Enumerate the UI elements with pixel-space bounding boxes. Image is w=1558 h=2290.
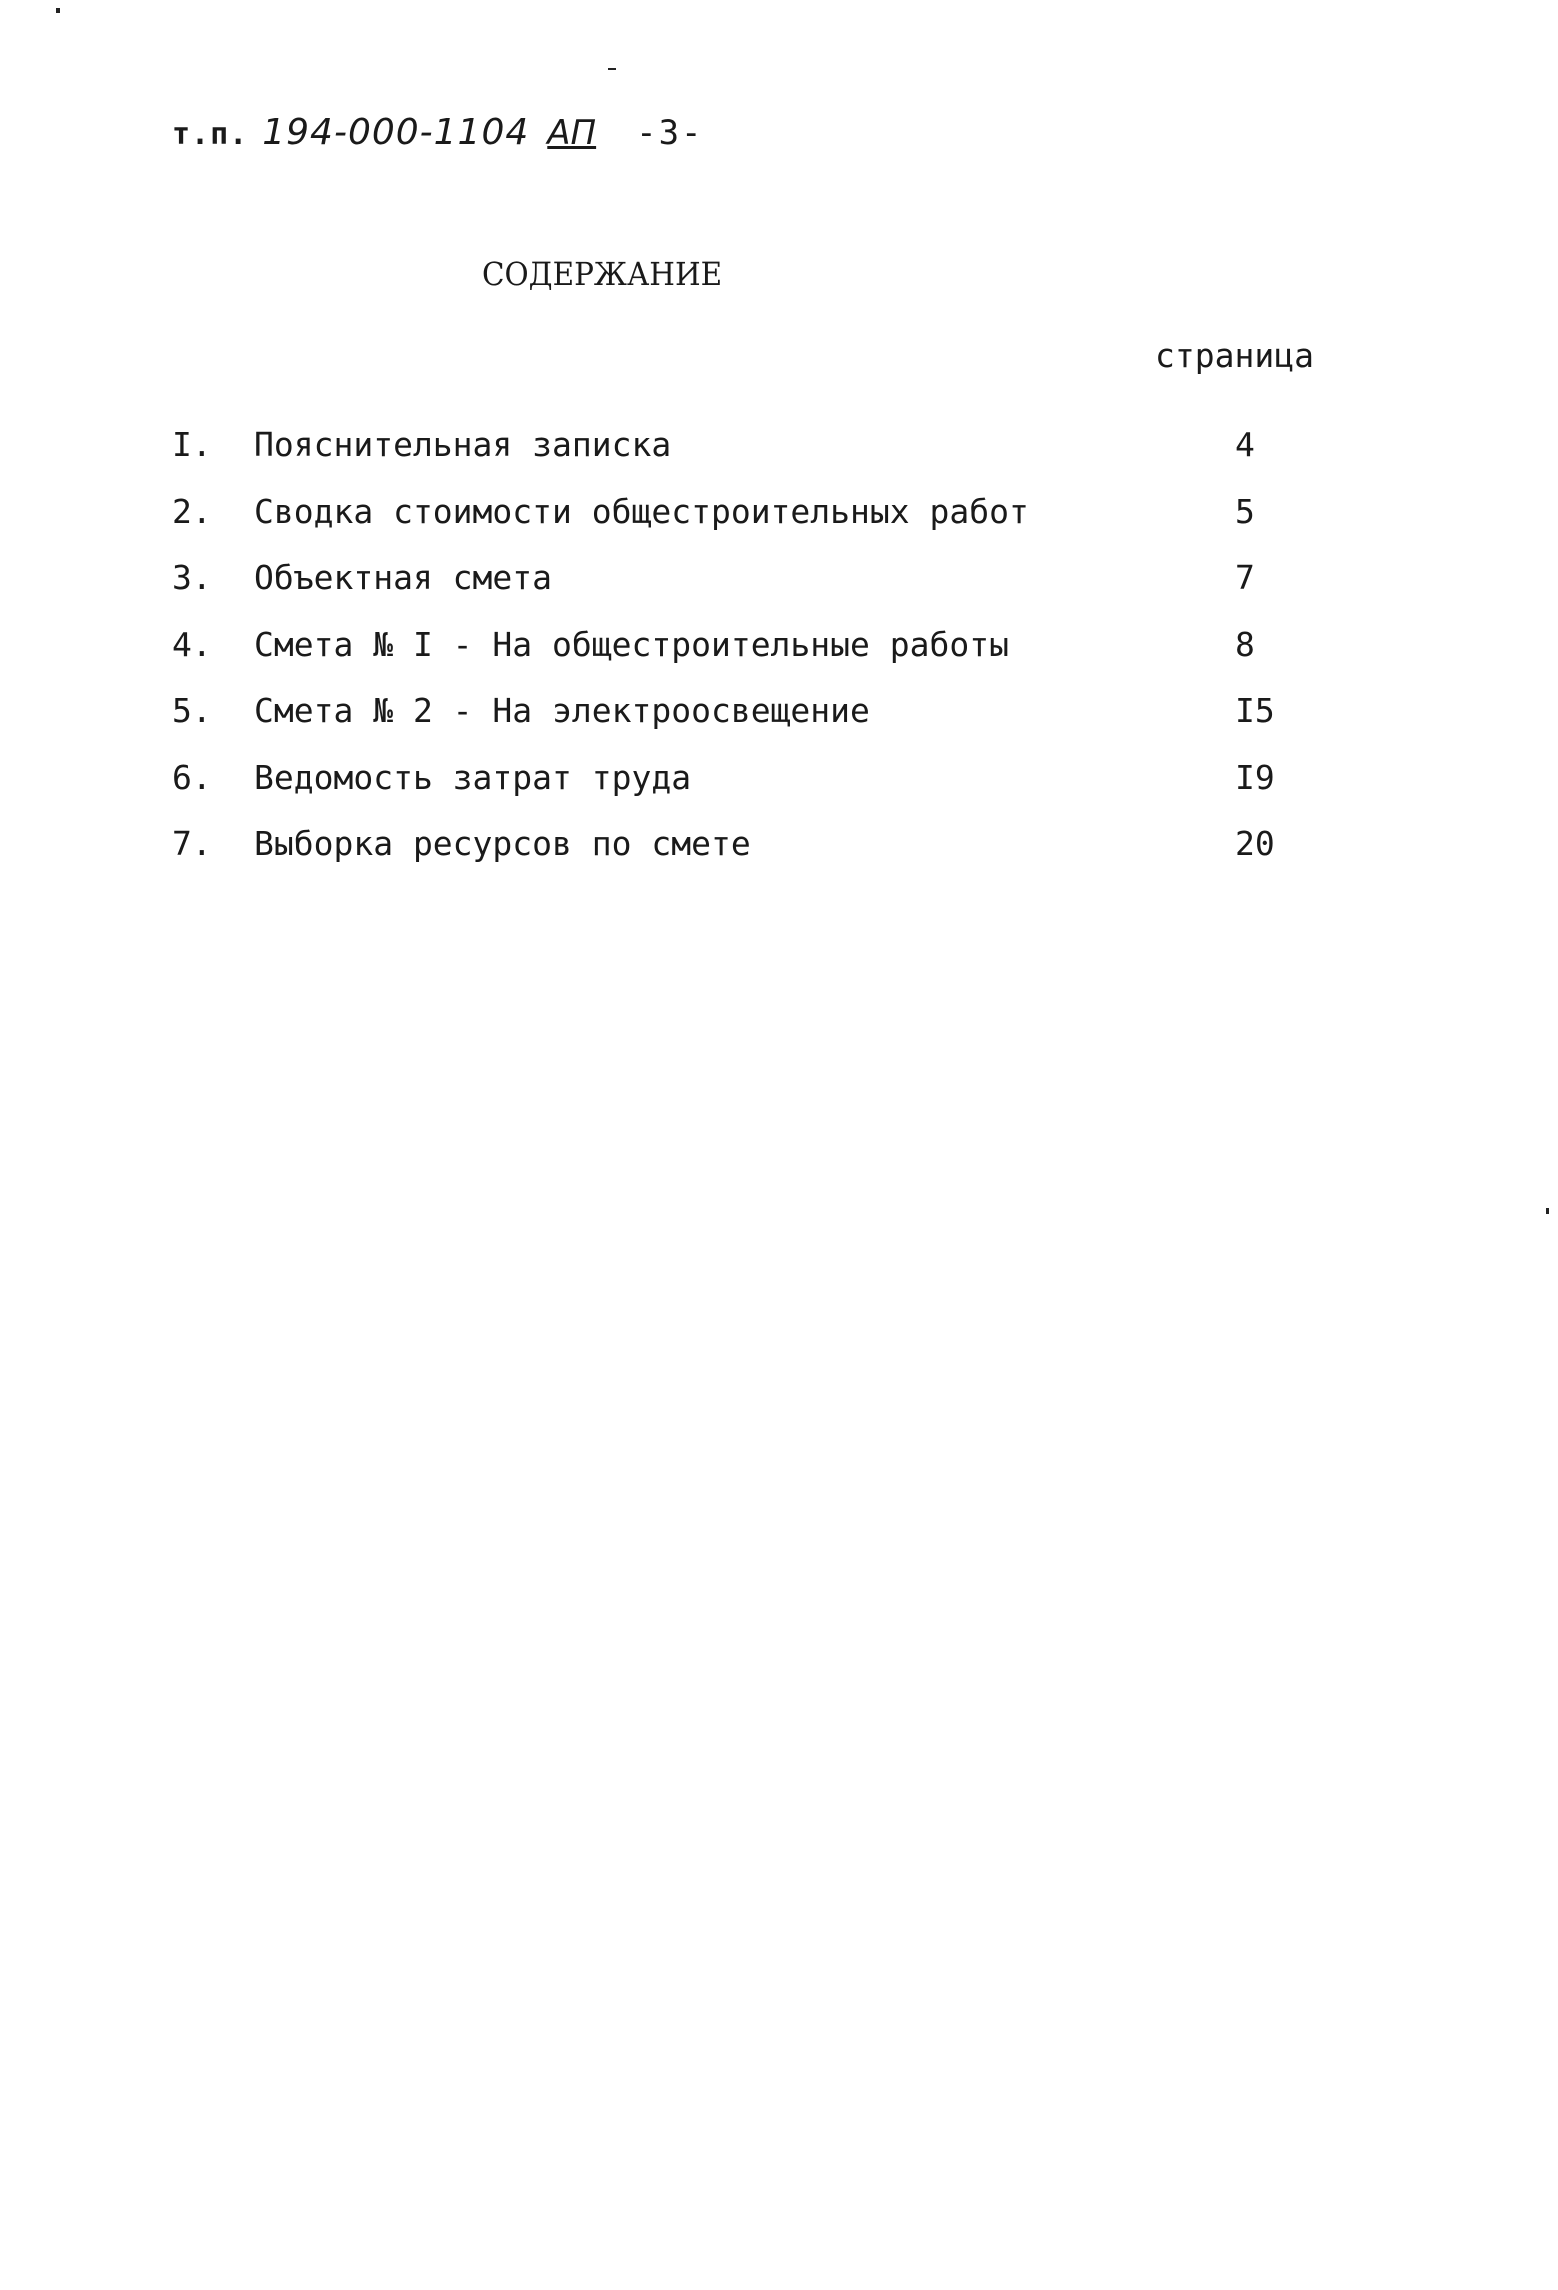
toc-item-page: 7 bbox=[1235, 558, 1255, 597]
toc-item bbox=[172, 691, 1322, 758]
header-prefix: т.п. bbox=[172, 117, 249, 152]
toc-item-number: I. bbox=[172, 425, 212, 464]
toc-item-label: Сводка стоимости общестроительных работ bbox=[254, 491, 1029, 531]
scan-mark bbox=[56, 8, 60, 13]
toc-item-label: Объектная смета bbox=[254, 558, 553, 597]
toc-item bbox=[172, 425, 1322, 492]
toc-item-page: 4 bbox=[1235, 425, 1255, 464]
toc-item bbox=[172, 758, 1322, 825]
page-number: -3- bbox=[636, 113, 704, 153]
page-title: СОДЕРЖАНИЕ bbox=[482, 255, 723, 293]
toc-item-label: Ведомость затрат труда bbox=[254, 757, 692, 797]
toc-item-label: Смета № I - На общестроительные работы bbox=[254, 624, 1009, 664]
toc-item-label: Смета № 2 - На электроосвещение bbox=[254, 691, 870, 730]
toc-item-number: 5. bbox=[172, 691, 212, 730]
document-header bbox=[172, 112, 704, 153]
toc-item bbox=[172, 558, 1322, 625]
page-column-header: страница bbox=[1155, 336, 1314, 375]
toc-item-number: 4. bbox=[172, 624, 212, 664]
toc-item bbox=[172, 625, 1322, 692]
toc-item-page: I5 bbox=[1235, 691, 1275, 730]
toc-item-page: I9 bbox=[1235, 757, 1275, 797]
toc-item-page: 20 bbox=[1235, 824, 1275, 863]
toc-item-number: 7. bbox=[172, 824, 212, 863]
sheet-mark: АП bbox=[547, 113, 597, 153]
toc-item-number: 2. bbox=[172, 491, 212, 531]
project-code: 194-000-1104 bbox=[262, 112, 530, 153]
toc-item-number: 3. bbox=[172, 558, 212, 597]
toc-item-page: 5 bbox=[1235, 491, 1255, 531]
toc-item-label: Пояснительная записка bbox=[254, 425, 672, 464]
toc-item-page: 8 bbox=[1235, 624, 1255, 664]
toc-item bbox=[172, 824, 1322, 891]
toc-item bbox=[172, 492, 1322, 559]
scan-mark bbox=[1546, 1208, 1549, 1214]
toc-item-label: Выборка ресурсов по смете bbox=[254, 824, 751, 863]
table-of-contents bbox=[172, 425, 1322, 891]
toc-item-number: 6. bbox=[172, 757, 212, 797]
scan-mark bbox=[608, 68, 616, 70]
